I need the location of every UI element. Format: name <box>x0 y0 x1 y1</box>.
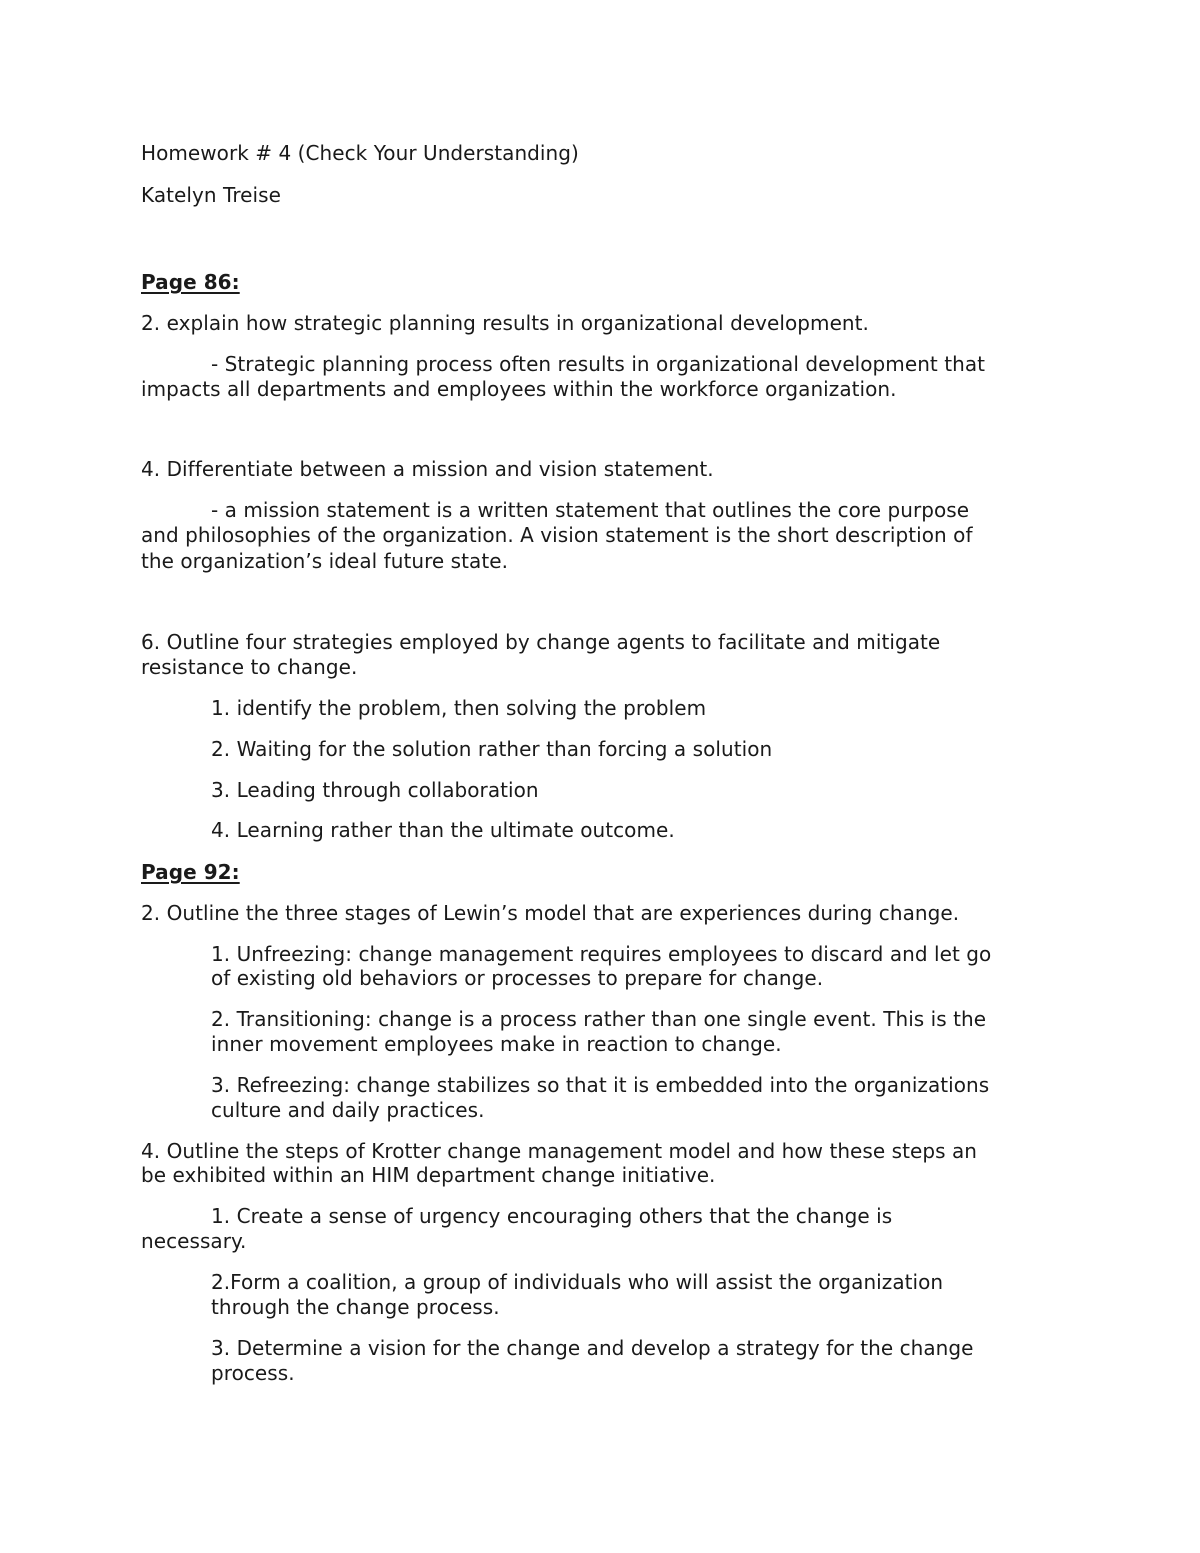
list-item: 2. Transitioning: change is a process rather than one single event. This is the <box>211 1007 987 1031</box>
question-text: 6. Outline four strategies employed by change agents to facilitate and mitigate <box>141 630 941 654</box>
list-item: 1. identify the problem, then solving the problem <box>211 696 707 720</box>
list-item: 3. Leading through collaboration <box>211 778 539 802</box>
list-item: of existing old behaviors or processes to prepare for change. <box>211 966 824 990</box>
list-item: 2. Waiting for the solution rather than forcing a solution <box>211 737 773 761</box>
answer-text: impacts all departments and employees within the workforce organization. <box>141 377 897 401</box>
list-item: inner movement employees make in reaction to change. <box>211 1032 782 1056</box>
list-item: culture and daily practices. <box>211 1098 485 1122</box>
answer-text: - Strategic planning process often results in organizational development that <box>211 352 986 376</box>
list-item: necessary. <box>141 1229 247 1253</box>
document-title: Homework # 4 (Check Your Understanding) <box>141 141 579 165</box>
question-text: resistance to change. <box>141 655 358 679</box>
list-item: 1. Create a sense of urgency encouraging others that the change is <box>211 1204 893 1228</box>
answer-text: and philosophies of the organization. A vision statement is the short description of <box>141 523 973 547</box>
answer-text: the organization’s ideal future state. <box>141 549 508 573</box>
question-text: be exhibited within an HIM department change initiative. <box>141 1163 716 1187</box>
list-item: 3. Determine a vision for the change and develop a strategy for the change <box>211 1336 974 1360</box>
list-item: 2.Form a coalition, a group of individuals who will assist the organization <box>211 1270 944 1294</box>
question-text: 4. Outline the steps of Krotter change management model and how these steps an <box>141 1139 978 1163</box>
list-item: 3. Refreezing: change stabilizes so that it is embedded into the organizations <box>211 1073 990 1097</box>
list-item: 4. Learning rather than the ultimate outcome. <box>211 818 675 842</box>
list-item: through the change process. <box>211 1295 500 1319</box>
question-text: 4. Differentiate between a mission and vision statement. <box>141 457 714 481</box>
list-item: process. <box>211 1361 295 1385</box>
author-name: Katelyn Treise <box>141 183 281 207</box>
question-text: 2. Outline the three stages of Lewin’s model that are experiences during change. <box>141 901 960 925</box>
section-heading-page-92: Page 92: <box>141 860 240 884</box>
section-heading-page-86: Page 86: <box>141 270 240 294</box>
question-text: 2. explain how strategic planning results in organizational development. <box>141 311 869 335</box>
list-item: 1. Unfreezing: change management requires employees to discard and let go <box>211 942 992 966</box>
answer-text: - a mission statement is a written statement that outlines the core purpose <box>211 498 970 522</box>
